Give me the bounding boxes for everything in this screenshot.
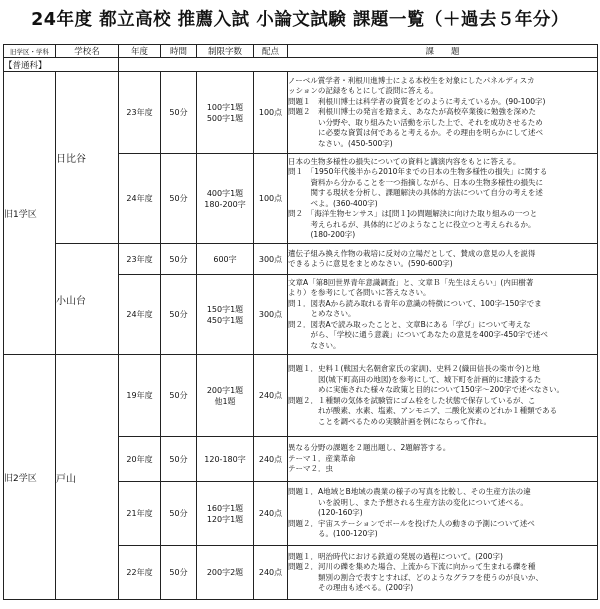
- year-cell: 22年度: [119, 546, 161, 600]
- limit-cell: [197, 482, 254, 546]
- task-line: より）を参考にして各問いに答えなさい。: [288, 288, 431, 298]
- page-title: 24年度 都立高校 推薦入試 小論文試験 課題一覧（＋過去５年分）: [31, 10, 569, 30]
- table-row: [4, 244, 598, 275]
- time-cell: 50分: [161, 482, 197, 546]
- task-line: 問２．図表Aで読み取ったことと、文章Bにある「学び」について考えな: [288, 319, 531, 329]
- task-line: 問題１．明治時代における鉄道の発展の過程について。(200字): [288, 551, 503, 561]
- task-line: とめなさい。: [288, 309, 356, 319]
- task-line: 問１．図表Aから読み取れる青年の意識の特徴について、100字-150字でま: [288, 298, 542, 308]
- time-cell: 50分: [161, 154, 197, 244]
- header-school: 学校名: [56, 45, 119, 58]
- task-cell: [288, 275, 598, 355]
- task-line: 問題１ 利根川博士は科学者の資質をどのように考えているか。(90-100字): [288, 96, 546, 106]
- limit-line: 600字: [213, 254, 237, 264]
- task-cell: [288, 154, 598, 244]
- task-line: い分野や、取り組みたい活動を示した上で、それを成功させるため: [288, 117, 543, 127]
- task-line: その理由も述べる。(200字): [288, 583, 414, 592]
- task-line: 問題２．宇宙ステーションでボールを投げた人の動きの予測について述べ: [288, 518, 535, 528]
- limit-cell: [197, 244, 254, 275]
- points-cell: 240点: [254, 355, 288, 437]
- task-cell: [288, 244, 598, 275]
- header-limit: 制限字数: [197, 45, 254, 58]
- limit-line: 他1題: [214, 396, 236, 406]
- task-line: 文章A「第8回世界青年意識調査」と、文章Ｂ「先生はえらい」(内田樹著: [288, 277, 534, 287]
- year-cell: 24年度: [119, 275, 161, 355]
- task-line: テーマ２．虫: [288, 464, 333, 474]
- header-time: 時間: [161, 45, 197, 58]
- task-cell: [288, 546, 598, 600]
- limit-cell: [197, 437, 254, 482]
- header-year: 年度: [119, 45, 161, 58]
- task-cell: [288, 482, 598, 546]
- time-cell: 50分: [161, 355, 197, 437]
- task-line: がら、「学校に通う意義」についてあなたの意見を400字-450字で述べ: [288, 330, 548, 340]
- task-line: 資料から分かることを一つ指摘しながら、日本の生物多様性の損失に: [288, 177, 543, 187]
- task-line: いを説明し、また予想される生産方法の変化について述べる。: [288, 497, 528, 507]
- task-line: 問題２ 利根川博士の発言を踏まえ、あなたが高校卒業後に勉強を深めた: [288, 107, 536, 117]
- limit-line: 120-180字: [204, 454, 246, 464]
- task-line: ッションの記録をもとにして設問に答える。: [288, 86, 438, 96]
- limit-cell: [197, 275, 254, 355]
- points-cell: 100点: [254, 72, 288, 154]
- school-cell: 小山台: [56, 244, 119, 355]
- year-cell: 24年度: [119, 154, 161, 244]
- task-line: めに実施された様々な政策と目的について150字～200字で述べなさい。: [288, 385, 564, 394]
- points-cell: 300点: [254, 275, 288, 355]
- table-row: [4, 72, 598, 154]
- points-cell: 100点: [254, 154, 288, 244]
- task-line: 類別の割合で表すとすれば、どのようなグラフを使うのが良いか、: [288, 572, 543, 582]
- limit-line: 500字1題: [206, 113, 244, 123]
- year-cell: 21年度: [119, 482, 161, 546]
- task-line: 図(城下町高田の地図)を参考にして、城下町を計画的に建設するた: [288, 374, 542, 384]
- task-line: 問題２．１種類の気体を試験管にゴム栓をした状態で保存しているが、こ: [288, 395, 536, 405]
- limit-line: 200字2題: [206, 568, 244, 577]
- school-cell: 戸山: [56, 355, 119, 600]
- task-line: ことを調べるための実験計画を例にならって作れ。: [288, 416, 491, 426]
- limit-line: 180-200字: [204, 199, 246, 209]
- year-cell: 23年度: [119, 244, 161, 275]
- task-line: る。(100-120字): [288, 529, 378, 539]
- task-line: 関する現状を分析し、課題解決の具体的方法について自分の考えを述: [288, 188, 543, 197]
- points-cell: 300点: [254, 244, 288, 275]
- time-cell: 50分: [161, 546, 197, 600]
- points-cell: 240点: [254, 546, 288, 600]
- school-cell: 日比谷: [56, 72, 119, 244]
- points-cell: 240点: [254, 437, 288, 482]
- limit-cell: [197, 72, 254, 154]
- task-line: 問２ 「海洋生物センサス」は[問１]の問題解決に向けた取り組みの一つと: [288, 209, 538, 218]
- limit-line: 100字1題: [206, 102, 244, 112]
- task-line: 問１ 「1950年代後半から2010年までの日本の生物多様性の損失」に関する: [288, 167, 548, 176]
- essay-topics-table: [3, 44, 598, 600]
- limit-line: 160字1題: [206, 503, 244, 513]
- task-line: なさい。(450-500字): [288, 138, 393, 148]
- district-cell: 旧1学区: [4, 72, 56, 355]
- time-cell: 50分: [161, 275, 197, 355]
- limit-line: 450字1題: [206, 315, 244, 325]
- task-line: 考えられるが、具体的にどのようなことに役立つと考えられるか。: [288, 219, 536, 229]
- task-line: に必要な資質は何であると考えるか。その理由を明らかにして述べ: [288, 128, 543, 138]
- time-cell: 50分: [161, 244, 197, 275]
- task-line: なさい。: [288, 340, 341, 350]
- task-line: 日本の生物多様性の損失についての資料と講演内容をもとに答える。: [288, 156, 521, 166]
- limit-cell: [197, 546, 254, 600]
- task-cell: [288, 437, 598, 482]
- task-line: 問題１．A地域とB地域の農業の様子の写真を比較し、その生産方法の違: [288, 487, 531, 497]
- limit-line: 200字1題: [206, 385, 244, 395]
- task-cell: [288, 72, 598, 154]
- task-line: (180-200字): [288, 230, 356, 239]
- header-task: 課 題: [288, 45, 598, 58]
- task-line: (120-160字): [288, 508, 363, 518]
- district-cell: 旧2学区: [4, 355, 56, 600]
- task-line: 問題２．河川の礫を集めた場合、上流から下流に向かって生まれる礫を種: [288, 562, 536, 571]
- task-line: ノーベル賞学者・利根川進博士による本校生を対象にしたパネルディスカ: [288, 75, 535, 85]
- time-cell: 50分: [161, 437, 197, 482]
- header-row: [4, 45, 598, 58]
- points-cell: 240点: [254, 482, 288, 546]
- year-cell: 20年度: [119, 437, 161, 482]
- limit-line: 120字1題: [206, 514, 244, 524]
- task-line: べよ。(360-400字): [288, 198, 378, 208]
- section-label: 【普通科】: [4, 58, 119, 72]
- task-line: できるように意見をまとめなさい。(590-600字): [288, 259, 453, 268]
- table-row: [4, 355, 598, 437]
- limit-cell: [197, 154, 254, 244]
- task-line: テーマ１．産業革命: [288, 453, 356, 463]
- task-line: 遺伝子組み換え作物の栽培に反対の立場だとして、賛成の意見の人を説得: [288, 248, 536, 258]
- task-cell: [288, 355, 598, 437]
- limit-line: 150字1題: [206, 304, 244, 314]
- task-line: 異なる分野の課題を２題出題し、2題解答する。: [288, 443, 451, 453]
- year-cell: 23年度: [119, 72, 161, 154]
- section-row: [4, 58, 598, 72]
- header-points: 配点: [254, 45, 288, 58]
- header-district: 旧学区・学科: [4, 45, 56, 58]
- time-cell: 50分: [161, 72, 197, 154]
- task-line: れが酸素、水素、塩素、アンモニア、二酸化炭素のどれか１種類である: [288, 406, 558, 415]
- task-line: 問題１．史料１(戦国大名朝倉家氏の家訓)、史料２(織田信長の楽市令)と地: [288, 364, 540, 373]
- limit-cell: [197, 355, 254, 437]
- year-cell: 19年度: [119, 355, 161, 437]
- limit-line: 400字1題: [206, 188, 244, 198]
